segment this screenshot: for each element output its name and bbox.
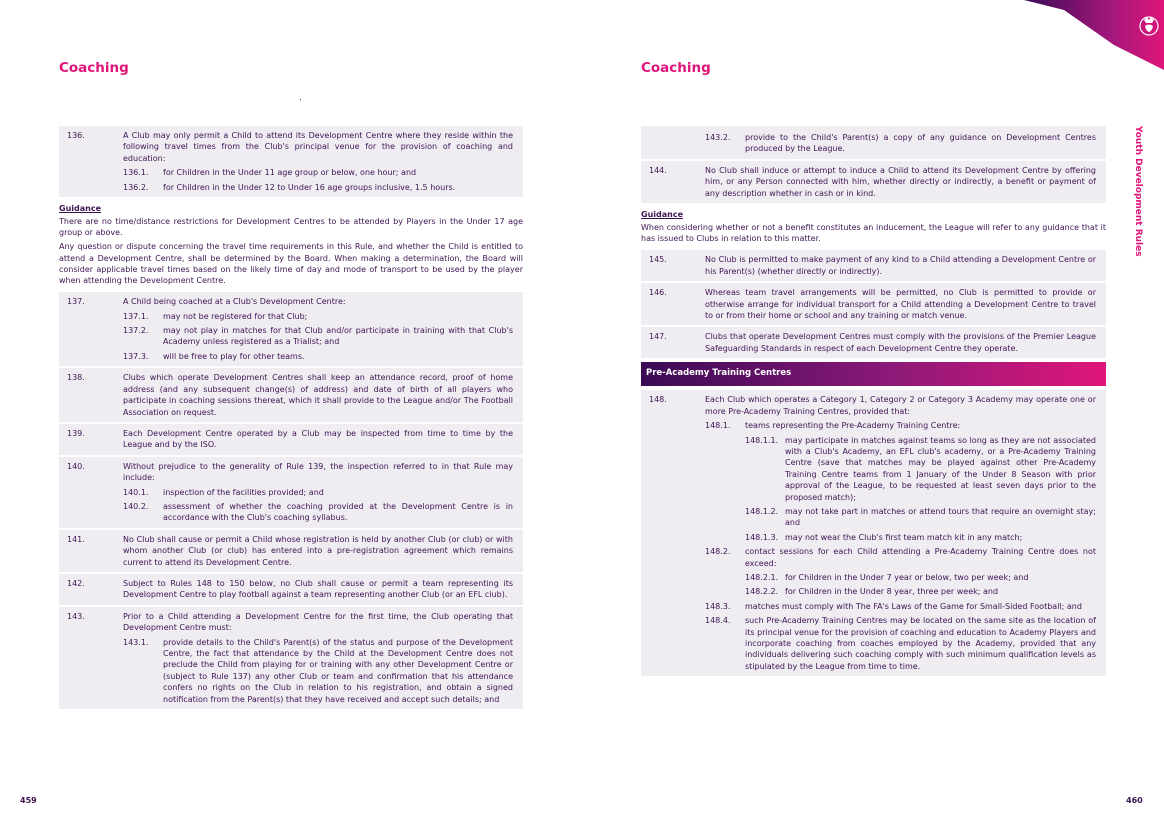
guidance-title: Guidance xyxy=(59,204,101,214)
section-bar: Pre-Academy Training Centres xyxy=(641,362,1106,386)
guidance-title: Guidance xyxy=(641,210,683,220)
guidance-paragraph: Any question or dispute concerning the travel time requirements in this Rule, and whether the Child is entitled to attend a Development Centre, shall be determined by the Board. When making a determination, the Board will consider applicable travel times based on the likely time of day and mode of transport to be used by the player when attending the Development Centre. xyxy=(59,242,523,286)
guidance-paragraph: There are no time/distance restrictions for Development Centres to be attended by Players in the Under 17 age group or above. xyxy=(59,217,523,238)
guidance-paragraph: When considering whether or not a benefit constitutes an inducement, the League will refer to any guidance that it has issued to Clubs in relation to this matter. xyxy=(641,223,1106,244)
left-column xyxy=(59,126,523,711)
rule-138: 138. Clubs which operate Development Centres shall keep an attendance record, proof of home address (and any subsequent change(s) of address) and date of birth of all players who participate in coaching sessions thereat, which it shall provide to the League and/or The Football Association on request. xyxy=(59,368,523,422)
rule-142: 142. Subject to Rules 148 to 150 below, no Club shall cause or permit a team representing its Development Centre to play football against a team representing another Club (or an EFL club). xyxy=(59,574,523,605)
rule-144: 144. No Club shall induce or attempt to induce a Child to attend its Development Centre by offering him, or any Person connected with him, whether directly or indirectly, a benefit or payment of any description whether in cash or in kind. xyxy=(641,161,1106,203)
rule-146: 146. Whereas team travel arrangements will be permitted, no Club is permitted to provide or otherwise arrange for individual transport for a Child attending a Development Centre to travel to or from their home or school and any training or match venue. xyxy=(641,283,1106,325)
corner-banner xyxy=(1024,0,1164,70)
page-heading: Coaching xyxy=(641,60,711,76)
rule-137: 137. A Child being coached at a Club's Development Centre: 137.1. may not be registered for that Club; 137.2. may not play in matches for that Club and/or participate in training with that Club's Academy unless registered as a Trialist; and 137.3. will be free to play for other teams. xyxy=(59,292,523,366)
rule-141: 141. No Club shall cause or permit a Child whose registration is held by another Club (or club) or with whom another Club (or club) has entered into a pre-registration agreement which remains current to attend its Development Centre. xyxy=(59,530,523,572)
rule-143: 143. Prior to a Child attending a Development Centre for the first time, the Club operating that Development Centre must: 143.1. provide details to the Child's Parent(s) of the status and purpose of the Development Centre, the fact that attendance by the Child at the Development Centre does not preclude the Child from playing for or training with any other Development Centre or (subject to Rule 137) any other Club or team and confirmation that his attendance confers no rights on the Club in relation to his registration, and obtain a signed notification from the Parent(s) that they have received and accept such details; and xyxy=(59,607,523,709)
page-heading: Coaching xyxy=(59,60,129,76)
rule-148: 148. Each Club which operates a Category 1, Category 2 or Category 3 Academy may operate one or more Pre-Academy Training Centres, provided that: 148.1. teams representing the Pre-Academy Training Centre: 148.1.1. may participate in matches against teams so long as they are not associated with a Club's Academy, an EFL club's academy, or a Pre-Academy Training Centre (save that matches may be played against other Pre-Academy Training Centre teams from 1 January of the Under 8 Season with prior approval of the League, to be requested at least seven days prior to the proposed match); 148.1.2. may not take part in matches or attend tours that require an overnight stay; and 148.1.3. may not wear the Club's first team match kit in any match; 148.2. contact sessions for each Child attending a Pre-Academy Training Centre does not exceed: 148.2.1. for Children in the Under 7 year or below, two per week; and 148.2.2. for Children in the Under 8 year, three per week; and 148.3. matches must comply with The FA's Laws of the Game for Small-Sided Football; and 148.4. such Pre-Academy Training Centres may be located on the same site as the location of its principal venue for the provision of coaching and education to Academy Players and incorporate coaching from coaches employed by the Academy, provided that any individuals delivering such coaching comply with such minimum qualification levels as stipulated by the League from time to time. xyxy=(641,390,1106,676)
right-page xyxy=(582,0,1164,825)
rule-145: 145. No Club is permitted to make payment of any kind to a Child attending a Development Centre or his Parent(s) (whether directly or indirectly). xyxy=(641,250,1106,281)
rule-136: 136. A Club may only permit a Child to attend its Development Centre where they reside within the following travel times from the Club's principal venue for the provision of coaching and education: 136.1. for Children in the Under 11 age group or below, one hour; and 136.2. for Children in the Under 12 to Under 16 age groups inclusive, 1.5 hours. xyxy=(59,126,523,197)
side-title: Youth Development Rules xyxy=(1133,126,1143,257)
rule-139: 139. Each Development Centre operated by a Club may be inspected from time to time by the League and by the ISO. xyxy=(59,424,523,455)
rule-147: 147. Clubs that operate Development Centres must comply with the provisions of the Premier League Safeguarding Standards in respect of each Development Centre they operate. xyxy=(641,327,1106,358)
stray-dot xyxy=(300,99,301,100)
right-column xyxy=(641,126,1106,678)
page-number: 459 xyxy=(20,796,37,805)
rule-143-cont: 143.2. provide to the Child's Parent(s) a copy of any guidance on Development Centres produced by the League. xyxy=(641,126,1106,159)
rule-140: 140. Without prejudice to the generality of Rule 139, the inspection referred to in that Rule may include: 140.1. inspection of the facilities provided; and 140.2. assessment of whether the coaching provided at the Development Centre is in accordance with the Club's coaching syllabus. xyxy=(59,457,523,528)
page-number: 460 xyxy=(1126,796,1143,805)
